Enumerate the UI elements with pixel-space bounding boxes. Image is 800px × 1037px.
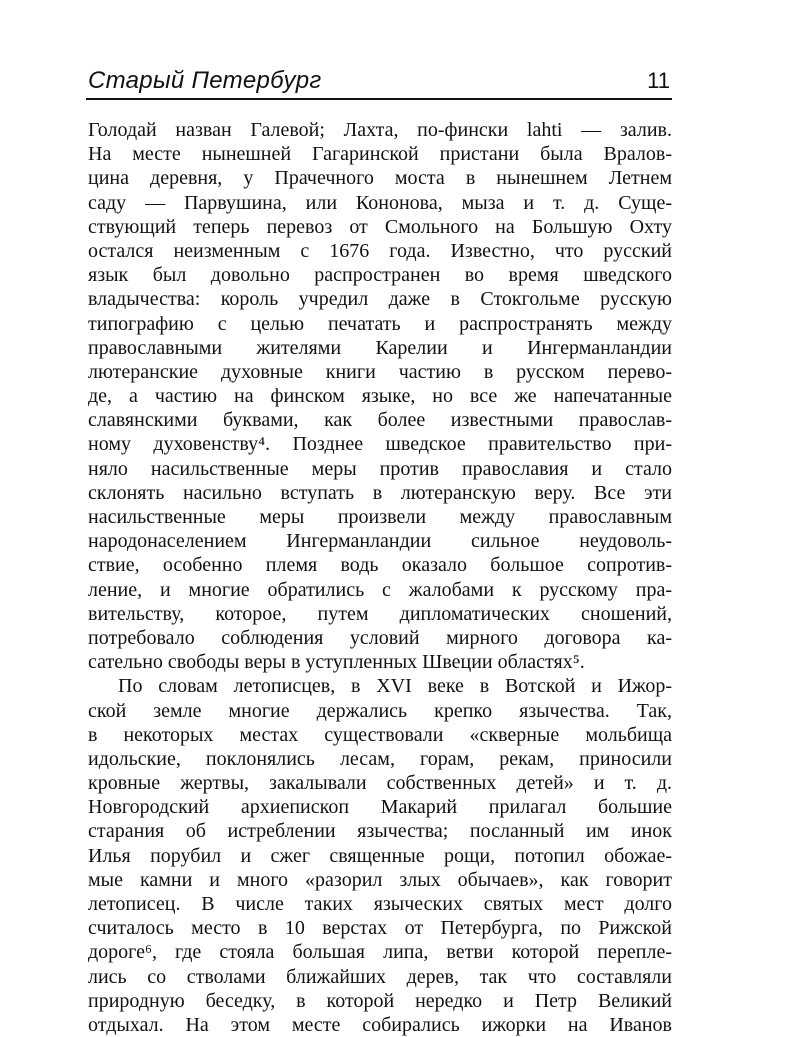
text-line: потребовало соблюдения условий мирного договора ка- <box>88 626 672 649</box>
text-line: типографию с целью печатать и распространять между <box>88 312 672 335</box>
text-line: считалось место в 10 верстах от Петербурга, по Рижской <box>88 917 672 940</box>
text-line: старания об истреблении язычества; посланный им инок <box>88 820 672 843</box>
text-line: остался неизменным с 1676 года. Известно, что русский <box>88 239 672 262</box>
text-line: няло насильственные меры против православия и стало <box>88 457 672 480</box>
text-line: Новгородский архиепископ Макарий прилагал большие <box>88 796 672 819</box>
text-line: На месте нынешней Гагаринской пристани была Вралов- <box>88 143 672 166</box>
text-line: народонаселением Ингерманландии сильное неудоволь- <box>88 530 672 553</box>
text-line: ствие, особенно племя водь оказало большое сопротив- <box>88 554 672 577</box>
text-line: дороге⁶, где стояла большая липа, ветви которой перепле- <box>88 941 672 964</box>
text-line: природную беседку, в которой нередко и Петр Великий <box>88 989 672 1012</box>
text-line: де, а частию на финском языке, но все же напечатанные <box>88 385 672 408</box>
text-line: кровные жертвы, закалывали собственных детей» и т. д. <box>88 772 672 795</box>
text-line: лись со стволами ближайших дерев, так что составляли <box>88 965 672 988</box>
header-rule <box>86 98 672 100</box>
text-line: лютеранские духовные книги частию в русском перево- <box>88 360 672 383</box>
text-line: мые камни и много «разорил злых обычаев», как говорит <box>88 868 672 891</box>
text-line: ской земле многие держались крепко язычества. Так, <box>88 699 672 722</box>
text-line: отдыхал. На этом месте собирались ижорки на Иванов <box>88 1013 672 1036</box>
page-number: 11 <box>647 68 670 93</box>
body-text <box>88 118 672 1037</box>
text-line: православными жителями Карелии и Ингерманландии <box>88 336 672 359</box>
text-line: склонять насильно вступать в лютеранскую веру. Все эти <box>88 481 672 504</box>
text-line: в некоторых местах существовали «скверные мольбища <box>88 723 672 746</box>
text-line: Илья порубил и сжег священные рощи, потопил обожае- <box>88 844 672 867</box>
text-line: идольские, поклонялись лесам, горам, рекам, приносили <box>88 747 672 770</box>
text-line: ление, и многие обратились с жалобами к русскому пра- <box>88 578 672 601</box>
text-line: вительству, которое, путем дипломатических сношений, <box>88 602 672 625</box>
text-line: славянскими буквами, как более известными православ- <box>88 409 672 432</box>
text-line: владычества: король учредил даже в Стокгольме русскую <box>88 288 672 311</box>
text-line: язык был довольно распространен во время шведского <box>88 264 672 287</box>
text-line: ствующий теперь перевоз от Смольного на Большую Охту <box>88 215 672 238</box>
text-line: Голодай назван Галевой; Лахта, по-фински lahti — залив. <box>88 119 672 141</box>
text-line: летописец. В числе таких языческих святых мест долго <box>88 893 672 915</box>
text-line: саду — Парвушина, или Кононова, мыза и т. д. Суще- <box>88 191 672 214</box>
text-line: сательно свободы веры в уступленных Швеции областях⁵. <box>88 651 585 674</box>
text-line: насильственные меры произвели между православным <box>88 506 672 528</box>
running-title: Старый Петербург <box>88 67 322 94</box>
running-head <box>88 66 672 98</box>
text-line: ному духовенству⁴. Позднее шведское правительство при- <box>88 433 672 456</box>
text-line: цина деревня, у Прачечного моста в нынешнем Летнем <box>88 167 672 190</box>
text-line: По словам летописцев, в XVI веке в Вотской и Ижор- <box>118 675 672 698</box>
